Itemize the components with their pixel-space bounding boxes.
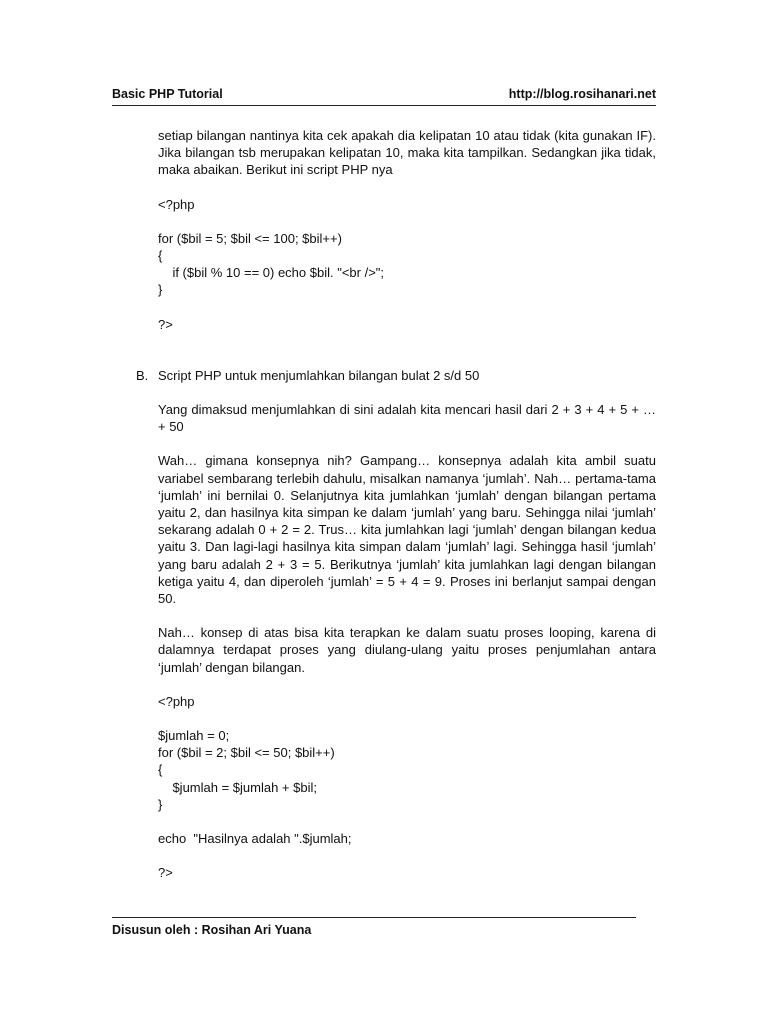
section-letter: B. xyxy=(136,367,149,383)
code-line: $jumlah = $jumlah + $bil; xyxy=(158,779,317,795)
header-url: http://blog.rosihanari.net xyxy=(508,87,656,101)
intro-paragraph: setiap bilangan nantinya kita cek apakah dia kelipatan 10 atau tidak (kita gunakan IF). Jika bilangan tsb merupakan kelipatan 10, maka kita tampilkan. Sedangkan jika tidak, maka abaikan. Berikut ini script PHP nya xyxy=(158,128,656,178)
section-b-heading xyxy=(136,367,656,384)
code-line: <?php xyxy=(158,196,195,212)
header-title: Basic PHP Tutorial xyxy=(112,87,223,101)
section-title: Script PHP untuk menjumlahkan bilangan bulat 2 s/d 50 xyxy=(158,367,480,383)
code-line: } xyxy=(158,796,163,812)
code-line: { xyxy=(158,762,163,778)
code-line: for ($bil = 2; $bil <= 50; $bil++) xyxy=(158,745,335,761)
code-block-2 xyxy=(158,693,656,882)
code-line: { xyxy=(158,248,163,264)
page-header xyxy=(112,86,656,106)
code-line: <?php xyxy=(158,693,195,709)
code-line: if ($bil % 10 == 0) echo $bil. "<br />"; xyxy=(158,265,385,281)
code-block-1 xyxy=(158,196,656,333)
code-line: echo "Hasilnya adalah ".$jumlah; xyxy=(158,831,352,847)
page-footer xyxy=(112,917,636,937)
code-line: ?> xyxy=(158,865,173,881)
paragraph-4: Nah… konsep di atas bisa kita terapkan ke dalam suatu proses looping, karena di dalamnya terdapat proses yang diulang-ulang yaitu proses penjumlahan antara ‘jumlah’ dengan bilangan. xyxy=(158,625,656,675)
footer-author: Disusun oleh : Rosihan Ari Yuana xyxy=(112,923,312,937)
page-content xyxy=(136,127,656,882)
code-line: } xyxy=(158,282,163,298)
paragraph-2: Yang dimaksud menjumlahkan di sini adalah kita mencari hasil dari 2 + 3 + 4 + 5 + … + 50 xyxy=(158,402,656,435)
paragraph-3: Wah… gimana konsepnya nih? Gampang… konsepnya adalah kita ambil suatu variabel sembarang terlebih dahulu, misalkan namanya ‘jumlah’. Nah… pertama-tama ‘jumlah’ ini bernilai 0. Selanjutnya kita jumlahkan ‘jumlah’ dengan bilangan pertama yaitu 2, dan hasilnya kita simpan ke dalam ‘jumlah’ yang baru. Sehingga nilai ‘jumlah’ sekarang adalah 0 + 2 = 2. Trus… kita jumlahkan lagi ‘jumlah’ dengan bilangan kedua yaitu 3. Dan lagi-lagi hasilnya kita simpan dalam ‘jumlah’ lagi. Sehingga hasil ‘jumlah’ yang baru adalah 2 + 3 = 5. Berikutnya ‘jumlah’ kita jumlahkan lagi dengan bilangan ketiga yaitu 4, dan diperoleh ‘jumlah’ = 5 + 4 = 9. Proses ini berlanjut sampai dengan 50. xyxy=(158,453,656,607)
code-line: for ($bil = 5; $bil <= 100; $bil++) xyxy=(158,230,342,246)
code-line: $jumlah = 0; xyxy=(158,728,230,744)
code-line: ?> xyxy=(158,316,173,332)
